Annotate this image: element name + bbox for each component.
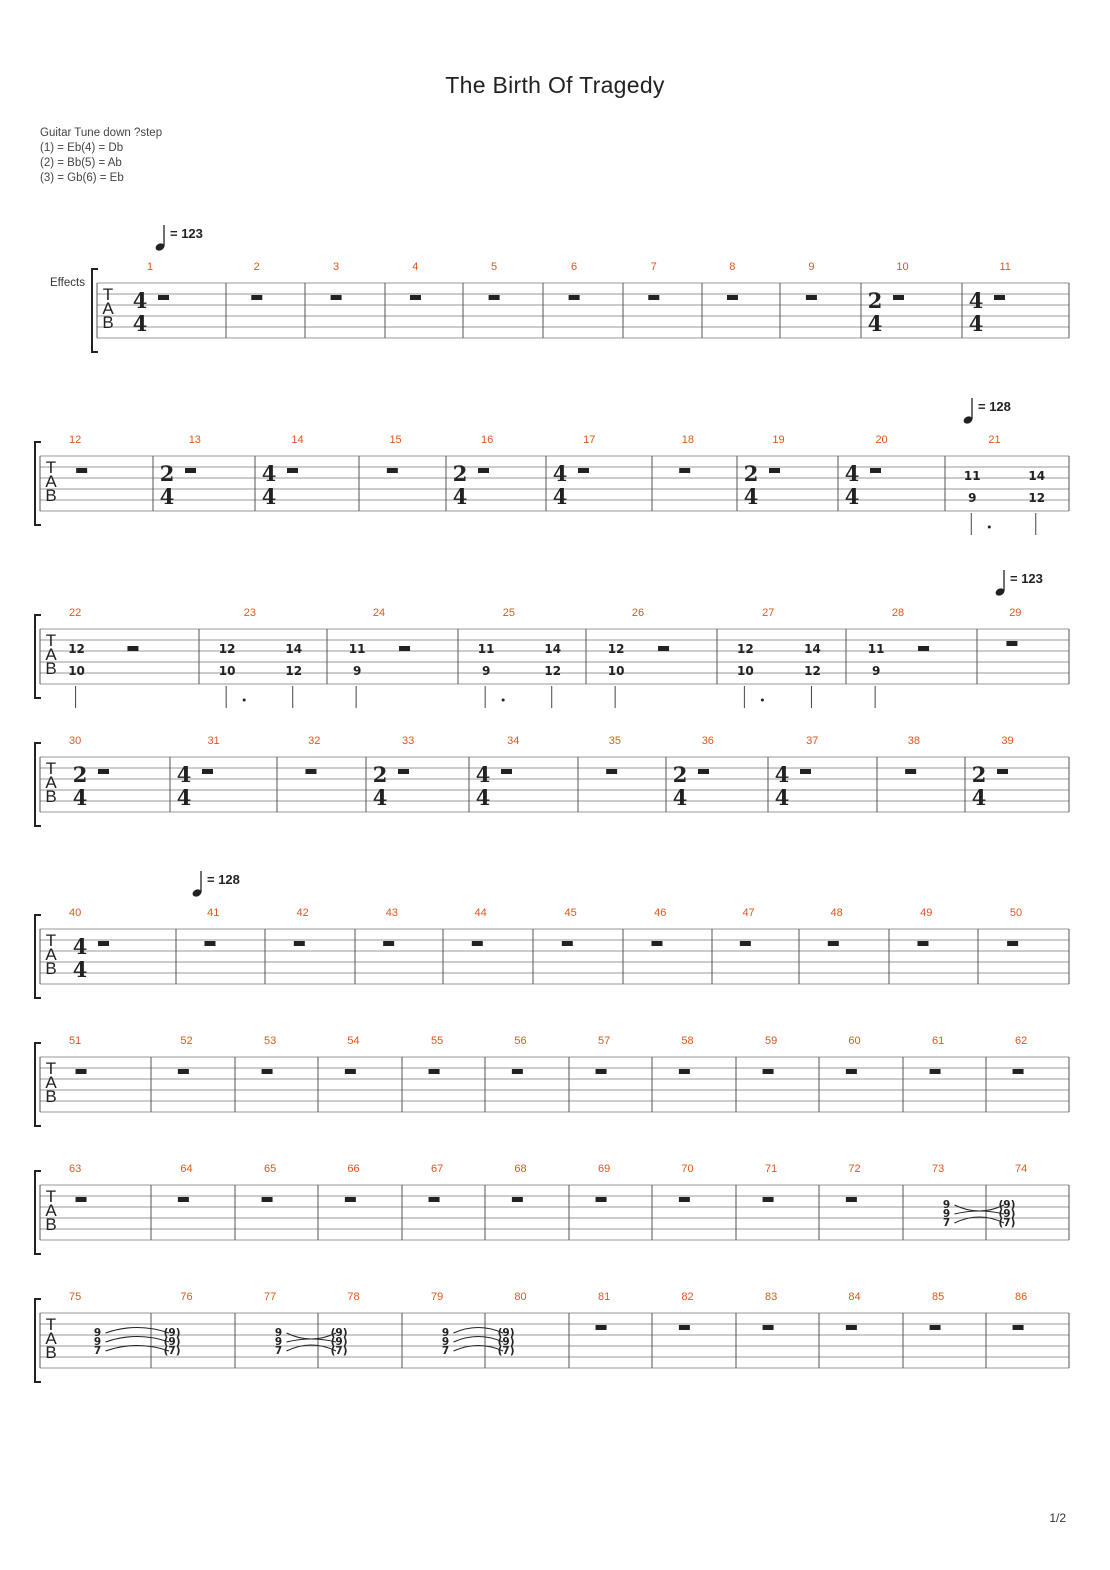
rest-symbol	[596, 1069, 607, 1074]
fret-number: 12	[68, 642, 85, 656]
fret-number: 14	[804, 642, 821, 656]
time-signature-top: 2	[372, 762, 388, 787]
rest-symbol	[478, 468, 489, 473]
measure-number: 86	[1015, 1291, 1028, 1303]
tied-fret-number: (9)	[497, 1327, 515, 1339]
measure-number: 35	[608, 735, 622, 747]
measure-number: 70	[681, 1163, 694, 1175]
page-number: 1/2	[1049, 1511, 1066, 1525]
measure-number: 49	[920, 907, 933, 919]
measure-number: 51	[69, 1035, 82, 1047]
fret-number: 12	[218, 642, 236, 656]
rest-symbol	[800, 769, 811, 774]
measure-number: 73	[932, 1163, 945, 1175]
fret-number: 9	[441, 1336, 450, 1348]
rest-symbol	[994, 295, 1005, 300]
tab-clef-letter: A	[45, 773, 57, 792]
measure-number: 21	[988, 434, 1001, 446]
measure-number: 43	[385, 907, 399, 919]
rest-symbol	[410, 295, 421, 300]
time-signature-top: 2	[159, 461, 175, 486]
rest-symbol	[828, 941, 839, 946]
time-signature-bottom: 4	[176, 785, 192, 810]
time-signature-top: 2	[971, 762, 987, 787]
time-signature-bottom: 4	[159, 484, 175, 509]
measure-number: 6	[571, 261, 578, 273]
measure-number: 55	[431, 1035, 444, 1047]
measure-number: 66	[347, 1163, 360, 1175]
measure-number: 84	[848, 1291, 861, 1303]
tab-clef-letter: B	[102, 313, 114, 332]
tied-fret-number: (9)	[497, 1336, 515, 1348]
rest-symbol	[930, 1325, 941, 1330]
time-signature-top: 4	[176, 762, 192, 787]
measure-number: 69	[598, 1163, 611, 1175]
measure-number: 62	[1015, 1035, 1028, 1047]
tab-clef-letter: B	[45, 959, 57, 978]
tab-clef-letter: B	[45, 1215, 57, 1234]
rest-symbol	[472, 941, 483, 946]
rest-symbol	[893, 295, 904, 300]
rest-symbol	[870, 468, 881, 473]
measure-number: 10	[896, 261, 909, 273]
tab-clef-letter: T	[45, 759, 57, 778]
rest-symbol	[679, 1197, 690, 1202]
measure-number: 8	[729, 261, 736, 273]
tie-arc	[955, 1211, 1005, 1214]
tab-clef-letter: A	[45, 472, 57, 491]
tempo-marking: = 128	[978, 399, 1011, 414]
rest-symbol	[178, 1069, 189, 1074]
measure-number: 5	[491, 261, 498, 273]
measure-number: 24	[372, 607, 386, 619]
rest-symbol	[918, 646, 929, 651]
measure-number: 58	[681, 1035, 694, 1047]
measure-number: 47	[742, 907, 755, 919]
rest-symbol	[178, 1197, 189, 1202]
fret-number: 9	[274, 1327, 283, 1339]
duration-dot	[502, 699, 505, 702]
measure-number: 52	[180, 1035, 193, 1047]
time-signature-bottom: 4	[372, 785, 388, 810]
tab-clef-letter: B	[45, 486, 57, 505]
fret-number: 10	[68, 664, 85, 678]
time-signature-top: 4	[475, 762, 491, 787]
measure-number: 64	[180, 1163, 193, 1175]
rest-symbol	[569, 295, 580, 300]
measure-number: 1	[147, 261, 154, 273]
time-signature-bottom: 4	[475, 785, 491, 810]
rest-symbol	[429, 1069, 440, 1074]
time-signature-top: 2	[72, 762, 88, 787]
fret-number: 11	[477, 642, 495, 656]
measure-number: 46	[654, 907, 667, 919]
measure-number: 18	[681, 434, 694, 446]
fret-number: 9	[942, 1199, 951, 1211]
time-signature-bottom: 4	[774, 785, 790, 810]
fret-number: 9	[93, 1327, 102, 1339]
rest-symbol	[917, 941, 928, 946]
measure-number: 17	[583, 434, 596, 446]
time-signature-bottom: 4	[968, 311, 984, 336]
rest-symbol	[679, 1069, 690, 1074]
measure-number: 12	[69, 434, 82, 446]
rest-symbol	[997, 769, 1008, 774]
rest-symbol	[769, 468, 780, 473]
fret-number: 9	[274, 1336, 283, 1348]
rest-symbol	[429, 1197, 440, 1202]
fret-number: 12	[737, 642, 754, 656]
rest-symbol	[648, 295, 659, 300]
measure-number: 85	[932, 1291, 945, 1303]
rest-symbol	[606, 769, 617, 774]
measure-number: 44	[474, 907, 487, 919]
measure-number: 29	[1009, 607, 1022, 619]
rest-symbol	[763, 1069, 774, 1074]
duration-dot	[988, 526, 991, 529]
tab-clef-letter: B	[45, 1087, 57, 1106]
instrument-label: Effects	[50, 277, 85, 289]
measure-number: 31	[207, 735, 220, 747]
measure-number: 36	[701, 735, 714, 747]
fret-number: 9	[352, 664, 362, 678]
fret-number: 12	[1028, 491, 1046, 505]
fret-number: 14	[544, 642, 562, 656]
tuning-line: (1) = Eb(4) = Db	[40, 142, 124, 154]
measure-number: 80	[514, 1291, 527, 1303]
measure-number: 42	[296, 907, 309, 919]
measure-number: 48	[830, 907, 843, 919]
time-signature-bottom: 4	[552, 484, 568, 509]
tie-arc	[287, 1339, 337, 1342]
fret-number: 7	[93, 1345, 102, 1357]
tab-clef-letter: B	[45, 1343, 57, 1362]
tab-clef-letter: B	[45, 659, 57, 678]
measure-number: 15	[389, 434, 402, 446]
tab-clef-letter: A	[45, 945, 57, 964]
tuning-line: (2) = Bb(5) = Ab	[40, 157, 122, 169]
time-signature-bottom: 4	[72, 785, 88, 810]
rest-symbol	[930, 1069, 941, 1074]
fret-number: 7	[441, 1345, 450, 1357]
rest-symbol	[846, 1197, 857, 1202]
tab-clef-letter: A	[102, 299, 114, 318]
tie-arc	[955, 1205, 1005, 1211]
rest-symbol	[262, 1197, 273, 1202]
time-signature-top: 4	[774, 762, 790, 787]
rest-symbol	[294, 941, 305, 946]
fret-number: 9	[481, 664, 491, 678]
time-signature-top: 2	[743, 461, 759, 486]
time-signature-bottom: 4	[867, 311, 883, 336]
tie-arc	[454, 1328, 504, 1334]
tab-clef-letter: T	[45, 931, 57, 950]
rest-symbol	[658, 646, 669, 651]
tempo-marking: = 123	[1010, 571, 1043, 586]
rest-symbol	[127, 646, 138, 651]
rest-symbol	[98, 941, 109, 946]
rest-symbol	[387, 468, 398, 473]
rest-symbol	[740, 941, 751, 946]
measure-number: 59	[765, 1035, 778, 1047]
rest-symbol	[398, 769, 409, 774]
fret-number: 14	[285, 642, 303, 656]
rest-symbol	[763, 1325, 774, 1330]
fret-number: 7	[274, 1345, 283, 1357]
rest-symbol	[204, 941, 215, 946]
tied-fret-number: (9)	[330, 1327, 348, 1339]
measure-number: 4	[412, 261, 419, 273]
measure-number: 74	[1015, 1163, 1028, 1175]
measure-number: 60	[848, 1035, 861, 1047]
rest-symbol	[251, 295, 262, 300]
measure-number: 27	[762, 607, 775, 619]
measure-number: 79	[431, 1291, 444, 1303]
tuning-line: (3) = Gb(6) = Eb	[40, 172, 124, 184]
rest-symbol	[76, 1069, 87, 1074]
duration-dot	[243, 699, 246, 702]
measure-number: 19	[772, 434, 785, 446]
fret-number: 10	[737, 664, 754, 678]
rest-symbol	[846, 1325, 857, 1330]
tied-fret-number: (7)	[330, 1345, 348, 1357]
rest-symbol	[76, 1197, 87, 1202]
fret-number: 12	[804, 664, 821, 678]
rest-symbol	[1013, 1069, 1024, 1074]
tied-fret-number: (9)	[330, 1336, 348, 1348]
rest-symbol	[727, 295, 738, 300]
fret-number: 9	[441, 1327, 450, 1339]
rest-symbol	[383, 941, 394, 946]
measure-number: 38	[907, 735, 921, 747]
duration-dot	[761, 699, 764, 702]
time-signature-bottom: 4	[672, 785, 688, 810]
measure-number: 81	[598, 1291, 611, 1303]
fret-number: 7	[942, 1217, 951, 1229]
tab-clef-letter: T	[45, 631, 57, 650]
time-signature-top: 4	[844, 461, 860, 486]
rest-symbol	[596, 1197, 607, 1202]
time-signature-bottom: 4	[72, 957, 88, 982]
rest-symbol	[345, 1197, 356, 1202]
measure-number: 30	[69, 735, 82, 747]
fret-number: 10	[607, 664, 625, 678]
rest-symbol	[679, 1325, 690, 1330]
measure-number: 33	[402, 735, 415, 747]
tab-clef-letter: B	[45, 787, 57, 806]
time-signature-top: 4	[132, 288, 148, 313]
measure-number: 75	[69, 1291, 82, 1303]
time-signature-top: 4	[72, 934, 88, 959]
measure-number: 41	[207, 907, 220, 919]
tab-clef-letter: T	[45, 1187, 57, 1206]
measure-number: 67	[431, 1163, 444, 1175]
measure-number: 45	[564, 907, 577, 919]
measure-number: 65	[264, 1163, 277, 1175]
measure-number: 7	[650, 261, 657, 273]
measure-number: 40	[69, 907, 82, 919]
rest-symbol	[763, 1197, 774, 1202]
rest-symbol	[698, 769, 709, 774]
measure-number: 23	[243, 607, 257, 619]
rest-symbol	[512, 1069, 523, 1074]
rest-symbol	[562, 941, 573, 946]
measure-number: 3	[333, 261, 340, 273]
rest-symbol	[596, 1325, 607, 1330]
rest-symbol	[1006, 641, 1017, 646]
tied-fret-number: (9)	[998, 1208, 1016, 1220]
time-signature-bottom: 4	[844, 484, 860, 509]
rest-symbol	[846, 1069, 857, 1074]
fret-number: 11	[963, 469, 981, 483]
tie-arc	[106, 1337, 170, 1343]
measure-number: 39	[1001, 735, 1014, 747]
rest-symbol	[489, 295, 500, 300]
time-signature-top: 4	[968, 288, 984, 313]
rest-symbol	[501, 769, 512, 774]
fret-number: 9	[93, 1336, 102, 1348]
tab-clef-letter: A	[45, 1201, 57, 1220]
time-signature-bottom: 4	[743, 484, 759, 509]
rest-symbol	[305, 769, 316, 774]
rest-symbol	[651, 941, 662, 946]
measure-number: 77	[264, 1291, 277, 1303]
time-signature-bottom: 4	[261, 484, 277, 509]
measure-number: 50	[1009, 907, 1023, 919]
tie-arc	[287, 1333, 337, 1339]
tempo-marking: = 123	[170, 226, 203, 241]
fret-number: 11	[348, 642, 366, 656]
measure-number: 25	[502, 607, 516, 619]
measure-number: 2	[253, 261, 260, 273]
measure-number: 63	[69, 1163, 82, 1175]
time-signature-top: 4	[261, 461, 277, 486]
tied-fret-number: (9)	[998, 1199, 1016, 1211]
time-signature-top: 4	[552, 461, 568, 486]
fret-number: 9	[871, 664, 881, 678]
measure-number: 57	[598, 1035, 611, 1047]
measure-number: 26	[631, 607, 645, 619]
rest-symbol	[1013, 1325, 1024, 1330]
time-signature-bottom: 4	[452, 484, 468, 509]
measure-number: 78	[347, 1291, 360, 1303]
rest-symbol	[399, 646, 410, 651]
time-signature-top: 2	[672, 762, 688, 787]
rest-symbol	[287, 468, 298, 473]
tied-fret-number: (7)	[497, 1345, 515, 1357]
measure-number: 22	[69, 607, 82, 619]
time-signature-top: 2	[452, 461, 468, 486]
rest-symbol	[578, 468, 589, 473]
tempo-marking: = 128	[207, 872, 240, 887]
tab-clef-letter: A	[45, 645, 57, 664]
measure-number: 56	[514, 1035, 527, 1047]
measure-number: 20	[875, 434, 888, 446]
tab-clef-letter: T	[45, 458, 57, 477]
measure-number: 32	[308, 735, 321, 747]
tab-clef-letter: A	[45, 1329, 57, 1348]
rest-symbol	[158, 295, 169, 300]
tab-clef-letter: T	[102, 285, 114, 304]
fret-number: 10	[218, 664, 236, 678]
tied-fret-number: (9)	[163, 1327, 181, 1339]
fret-number: 12	[607, 642, 625, 656]
fret-number: 12	[544, 664, 562, 678]
measure-number: 16	[481, 434, 494, 446]
time-signature-bottom: 4	[132, 311, 148, 336]
measure-number: 82	[681, 1291, 694, 1303]
time-signature-top: 2	[867, 288, 883, 313]
measure-number: 61	[932, 1035, 945, 1047]
measure-number: 83	[765, 1291, 778, 1303]
rest-symbol	[185, 468, 196, 473]
measure-number: 28	[891, 607, 905, 619]
tied-fret-number: (9)	[163, 1336, 181, 1348]
rest-symbol	[98, 769, 109, 774]
rest-symbol	[905, 769, 916, 774]
tie-arc	[106, 1328, 170, 1334]
fret-number: 11	[867, 642, 885, 656]
measure-number: 71	[765, 1163, 778, 1175]
rest-symbol	[262, 1069, 273, 1074]
tied-fret-number: (7)	[163, 1345, 181, 1357]
rest-symbol	[76, 468, 87, 473]
rest-symbol	[202, 769, 213, 774]
measure-number: 54	[347, 1035, 360, 1047]
time-signature-bottom: 4	[971, 785, 987, 810]
rest-symbol	[806, 295, 817, 300]
rest-symbol	[345, 1069, 356, 1074]
song-title: The Birth Of Tragedy	[445, 72, 665, 98]
measure-number: 9	[808, 261, 815, 273]
tuning-line: Guitar Tune down ?step	[40, 127, 163, 139]
fret-number: 14	[1028, 469, 1046, 483]
measure-number: 72	[848, 1163, 861, 1175]
tab-clef-letter: A	[45, 1073, 57, 1092]
measure-number: 37	[806, 735, 819, 747]
measure-number: 53	[264, 1035, 277, 1047]
fret-number: 9	[968, 491, 977, 505]
rest-symbol	[331, 295, 342, 300]
rest-symbol	[1007, 941, 1018, 946]
tie-arc	[454, 1337, 504, 1343]
fret-number: 9	[942, 1208, 951, 1220]
measure-number: 76	[180, 1291, 193, 1303]
rest-symbol	[512, 1197, 523, 1202]
tied-fret-number: (7)	[998, 1217, 1016, 1229]
fret-number: 12	[285, 664, 303, 678]
measure-number: 11	[999, 261, 1011, 273]
measure-number: 68	[514, 1163, 527, 1175]
rest-symbol	[679, 468, 690, 473]
measure-number: 14	[291, 434, 304, 446]
measure-number: 34	[507, 735, 520, 747]
tab-clef-letter: T	[45, 1315, 57, 1334]
measure-number: 13	[188, 434, 201, 446]
tab-clef-letter: T	[45, 1059, 57, 1078]
